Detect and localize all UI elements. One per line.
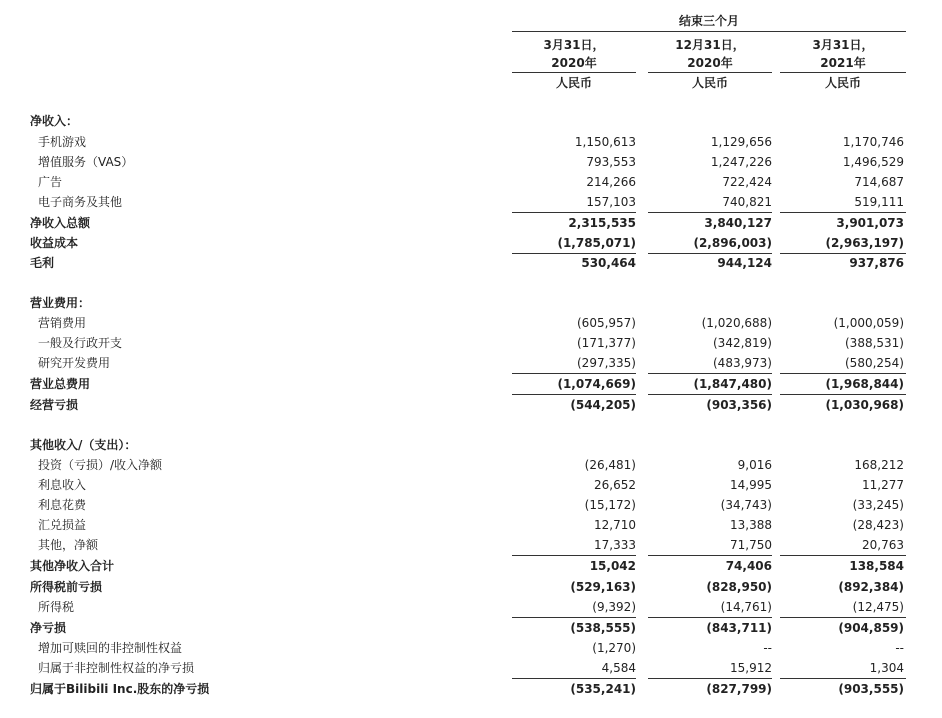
- table-row: [0, 618, 942, 638]
- table-row: [0, 395, 942, 415]
- table-row: [0, 475, 942, 495]
- row-value-col2: (843,711): [706, 621, 772, 635]
- row-value-col3: (33,245): [852, 498, 904, 512]
- row-value-col2: 722,424: [722, 175, 772, 189]
- row-value-col3: 1,170,746: [842, 135, 904, 149]
- row-value-col2: (34,743): [720, 498, 772, 512]
- row-value-col3: (1,968,844): [825, 377, 904, 391]
- row-value-col3: (1,030,968): [825, 398, 904, 412]
- row-value-col2: (827,799): [706, 682, 772, 696]
- table-row: [0, 293, 942, 313]
- row-label: 净收入总额: [30, 216, 91, 230]
- row-value-col1: (171,377): [577, 336, 636, 350]
- table-row: [0, 353, 942, 373]
- row-value-col3: 20,763: [862, 538, 904, 552]
- col3-currency: 人民币: [824, 76, 861, 90]
- row-value-col2: (903,356): [706, 398, 772, 412]
- row-value-col1: 157,103: [586, 195, 636, 209]
- row-label: 增值服务（VAS）: [38, 155, 134, 169]
- row-label: 毛利: [30, 256, 55, 270]
- row-label: 利息收入: [38, 478, 87, 492]
- row-value-col2: 14,995: [730, 478, 772, 492]
- row-value-col1: 2,315,535: [568, 216, 636, 230]
- row-value-col2: (828,950): [706, 580, 772, 594]
- col2-date: 12月31日，: [675, 38, 745, 52]
- table-row: [0, 192, 942, 212]
- row-value-col2: 15,912: [730, 661, 772, 675]
- row-value-col3: 168,212: [854, 458, 904, 472]
- row-label: 净亏损: [30, 621, 67, 635]
- table-row: [0, 152, 942, 172]
- row-label: 汇兑损益: [38, 518, 87, 532]
- row-value-col1: (535,241): [570, 682, 636, 696]
- row-value-col2: 1,129,656: [710, 135, 772, 149]
- row-label: 归属于Bilibili Inc.股东的净亏损: [30, 682, 210, 696]
- col1-date: 3月31日，: [543, 38, 605, 52]
- row-value-col3: (904,859): [838, 621, 904, 635]
- table-row: [0, 253, 942, 273]
- row-label: 其他净收入合计: [30, 559, 115, 573]
- row-value-col3: (903,555): [838, 682, 904, 696]
- row-value-col3: 519,111: [854, 195, 904, 209]
- row-label: 营业费用：: [30, 296, 91, 310]
- col2-rule: [648, 72, 772, 73]
- row-label: 其他收入/（支出）：: [30, 438, 137, 452]
- row-value-col1: 15,042: [589, 559, 636, 573]
- col1-currency: 人民币: [555, 76, 592, 90]
- row-value-col1: 17,333: [594, 538, 636, 552]
- row-label: 投资（亏损）/收入净额: [38, 458, 163, 472]
- row-label: 归属于非控制性权益的净亏损: [38, 661, 195, 675]
- table-row: [0, 435, 942, 455]
- row-value-col2: (2,896,003): [693, 236, 772, 250]
- row-value-col2: 74,406: [725, 559, 772, 573]
- table-row: [0, 455, 942, 475]
- row-value-col3: --: [895, 641, 904, 655]
- row-label: 利息花费: [38, 498, 87, 512]
- row-label: 收益成本: [30, 236, 79, 250]
- row-value-col2: (342,819): [713, 336, 772, 350]
- row-value-col2: 1,247,226: [710, 155, 772, 169]
- row-value-col2: 71,750: [730, 538, 772, 552]
- table-row: [0, 111, 942, 131]
- row-value-col3: 1,496,529: [842, 155, 904, 169]
- row-label: 研究开发费用: [38, 356, 111, 370]
- row-value-col3: (388,531): [845, 336, 904, 350]
- row-value-col3: (1,000,059): [833, 316, 904, 330]
- row-value-col1: 4,584: [601, 661, 636, 675]
- row-value-col2: (483,973): [713, 356, 772, 370]
- row-value-col3: (12,475): [852, 600, 904, 614]
- row-value-col3: 714,687: [854, 175, 904, 189]
- col3-rule: [780, 72, 906, 73]
- row-value-col1: (538,555): [570, 621, 636, 635]
- table-row: [0, 577, 942, 597]
- table-row: [0, 638, 942, 658]
- table-row: [0, 213, 942, 233]
- row-label: 增加可赎回的非控制性权益: [38, 641, 183, 655]
- table-row: [0, 658, 942, 678]
- row-label: 手机游戏: [38, 135, 87, 149]
- row-value-col2: 740,821: [722, 195, 772, 209]
- row-value-col2: (1,847,480): [693, 377, 772, 391]
- row-value-col1: (544,205): [570, 398, 636, 412]
- row-value-col1: 1,150,613: [574, 135, 636, 149]
- row-value-col3: 3,901,073: [836, 216, 904, 230]
- row-label: 一般及行政开支: [38, 336, 123, 350]
- row-value-col3: (2,963,197): [825, 236, 904, 250]
- row-value-col2: --: [763, 641, 772, 655]
- row-value-col3: (580,254): [845, 356, 904, 370]
- table-row: [0, 679, 942, 699]
- row-value-col1: (605,957): [577, 316, 636, 330]
- row-label: 广告: [38, 175, 63, 189]
- table-row: [0, 233, 942, 253]
- row-value-col3: 138,584: [849, 559, 904, 573]
- row-label: 营业总费用: [30, 377, 91, 391]
- row-label: 其他，净额: [38, 538, 99, 552]
- row-value-col1: 214,266: [586, 175, 636, 189]
- table-row: [0, 132, 942, 152]
- table-row: [0, 556, 942, 576]
- table-row: [0, 313, 942, 333]
- row-label: 营销费用: [38, 316, 87, 330]
- row-value-col1: 530,464: [581, 256, 636, 270]
- row-value-col1: 793,553: [586, 155, 636, 169]
- row-value-col1: (9,392): [592, 600, 636, 614]
- row-label: 所得税: [38, 600, 75, 614]
- period-rule: [512, 31, 906, 32]
- table-row: [0, 333, 942, 353]
- row-label: 经营亏损: [30, 398, 79, 412]
- row-value-col3: 1,304: [869, 661, 904, 675]
- table-row: [0, 495, 942, 515]
- row-value-col3: (892,384): [838, 580, 904, 594]
- table-row: [0, 515, 942, 535]
- col3-year: 2021年: [820, 56, 866, 70]
- row-value-col2: 9,016: [737, 458, 772, 472]
- row-value-col1: 12,710: [594, 518, 636, 532]
- col3-date: 3月31日，: [812, 38, 874, 52]
- row-value-col1: (529,163): [570, 580, 636, 594]
- row-value-col3: (28,423): [852, 518, 904, 532]
- col2-year: 2020年: [687, 56, 733, 70]
- row-value-col1: (15,172): [584, 498, 636, 512]
- table-row: [0, 535, 942, 555]
- row-value-col3: 937,876: [849, 256, 904, 270]
- row-label: 净收入：: [30, 114, 79, 128]
- row-value-col2: 944,124: [717, 256, 772, 270]
- col2-currency: 人民币: [691, 76, 728, 90]
- row-value-col1: (1,785,071): [557, 236, 636, 250]
- period-heading: 结束三个月: [678, 14, 739, 28]
- row-value-col3: 11,277: [862, 478, 904, 492]
- row-label: 所得税前亏损: [30, 580, 103, 594]
- row-value-col2: (14,761): [720, 600, 772, 614]
- row-value-col1: (1,270): [592, 641, 636, 655]
- col1-rule: [512, 72, 636, 73]
- row-value-col1: 26,652: [594, 478, 636, 492]
- table-row: [0, 172, 942, 192]
- row-value-col1: (26,481): [584, 458, 636, 472]
- row-value-col1: (297,335): [577, 356, 636, 370]
- row-value-col2: (1,020,688): [701, 316, 772, 330]
- table-row: [0, 374, 942, 394]
- row-value-col2: 13,388: [730, 518, 772, 532]
- row-value-col1: (1,074,669): [557, 377, 636, 391]
- row-label: 电子商务及其他: [38, 195, 123, 209]
- table-row: [0, 597, 942, 617]
- row-value-col2: 3,840,127: [704, 216, 772, 230]
- col1-year: 2020年: [551, 56, 597, 70]
